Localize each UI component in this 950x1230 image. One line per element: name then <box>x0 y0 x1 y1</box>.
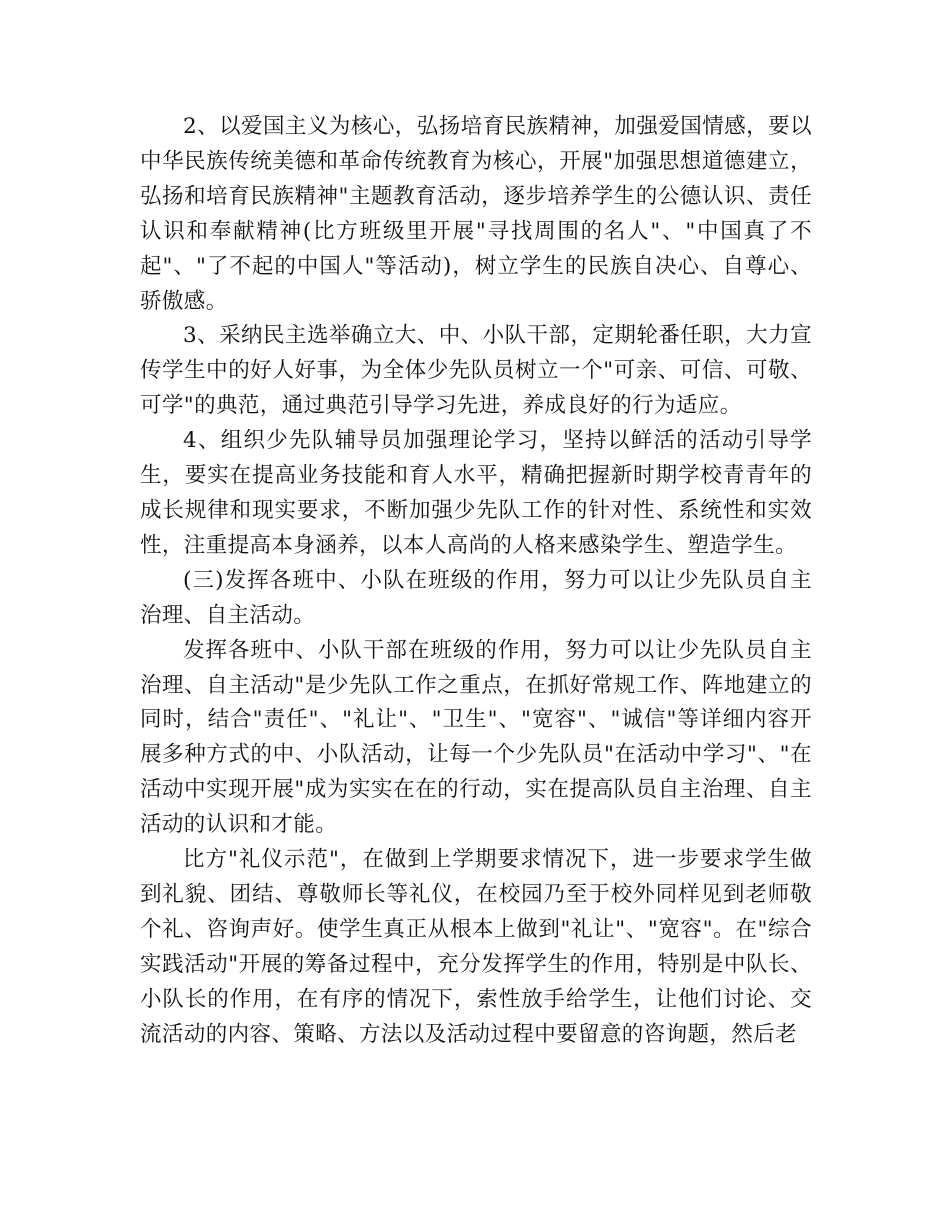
paragraph-item-4: 4、组织少先队辅导员加强理论学习，坚持以鲜活的活动引导学生，要实在提高业务技能和育人水平，精确把握新时期学校青青年的成长规律和现实要求，不断加强少先队工作的针对性、系统性和实效性，注重提高本身涵养，以本人高尚的人格来感染学生、塑造学生。 <box>140 428 812 558</box>
paragraph-example: 比方"礼仪示范"，在做到上学期要求情况下，进一步要求学生做到礼貌、团结、尊敬师长等礼仪，在校园乃至于校外同样见到老师敬个礼、咨询声好。使学生真正从根本上做到"礼让"、"宽容"。在"综合实践活动"开展的筹备过程中，充分发挥学生的作用，特别是中队长、小队长的作用，在有序的情况下，索性放手给学生，让他们讨论、交流活动的内容、策略、方法以及活动过程中要留意的咨询题，然后老 <box>140 847 812 1047</box>
paragraph-item-3: 3、采纳民主选举确立大、中、小队干部，定期轮番任职，大力宣传学生中的好人好事，为全体少先队员树立一个"可亲、可信、可敬、可学"的典范，通过典范引导学习先进，养成良好的行为适应。 <box>140 323 812 419</box>
document-body <box>140 110 812 1052</box>
section-heading-three: (三)发挥各班中、小队在班级的作用，努力可以让少先队员自主治理、自主活动。 <box>140 567 812 628</box>
paragraph-body: 发挥各班中、小队干部在班级的作用，努力可以让少先队员自主治理、自主活动"是少先队工作之重点，在抓好常规工作、阵地建立的同时，结合"责任"、"礼让"、"卫生"、"宽容"、"诚信"等详细内容开展多种方式的中、小队活动，让每一个少先队员"在活动中学习"、"在活动中实现开展"成为实实在在的行动，实在提高队员自主治理、自主活动的认识和才能。 <box>140 637 812 838</box>
paragraph-item-2: 2、以爱国主义为核心，弘扬培育民族精神，加强爱国情感，要以中华民族传统美德和革命传统教育为核心，开展"加强思想道德建立，弘扬和培育民族精神"主题教育活动，逐步培养学生的公德认识、责任认识和奉献精神(比方班级里开展"寻找周围的名人"、"中国真了不起"、"了不起的中国人"等活动)，树立学生的民族自决心、自尊心、骄傲感。 <box>140 114 812 314</box>
